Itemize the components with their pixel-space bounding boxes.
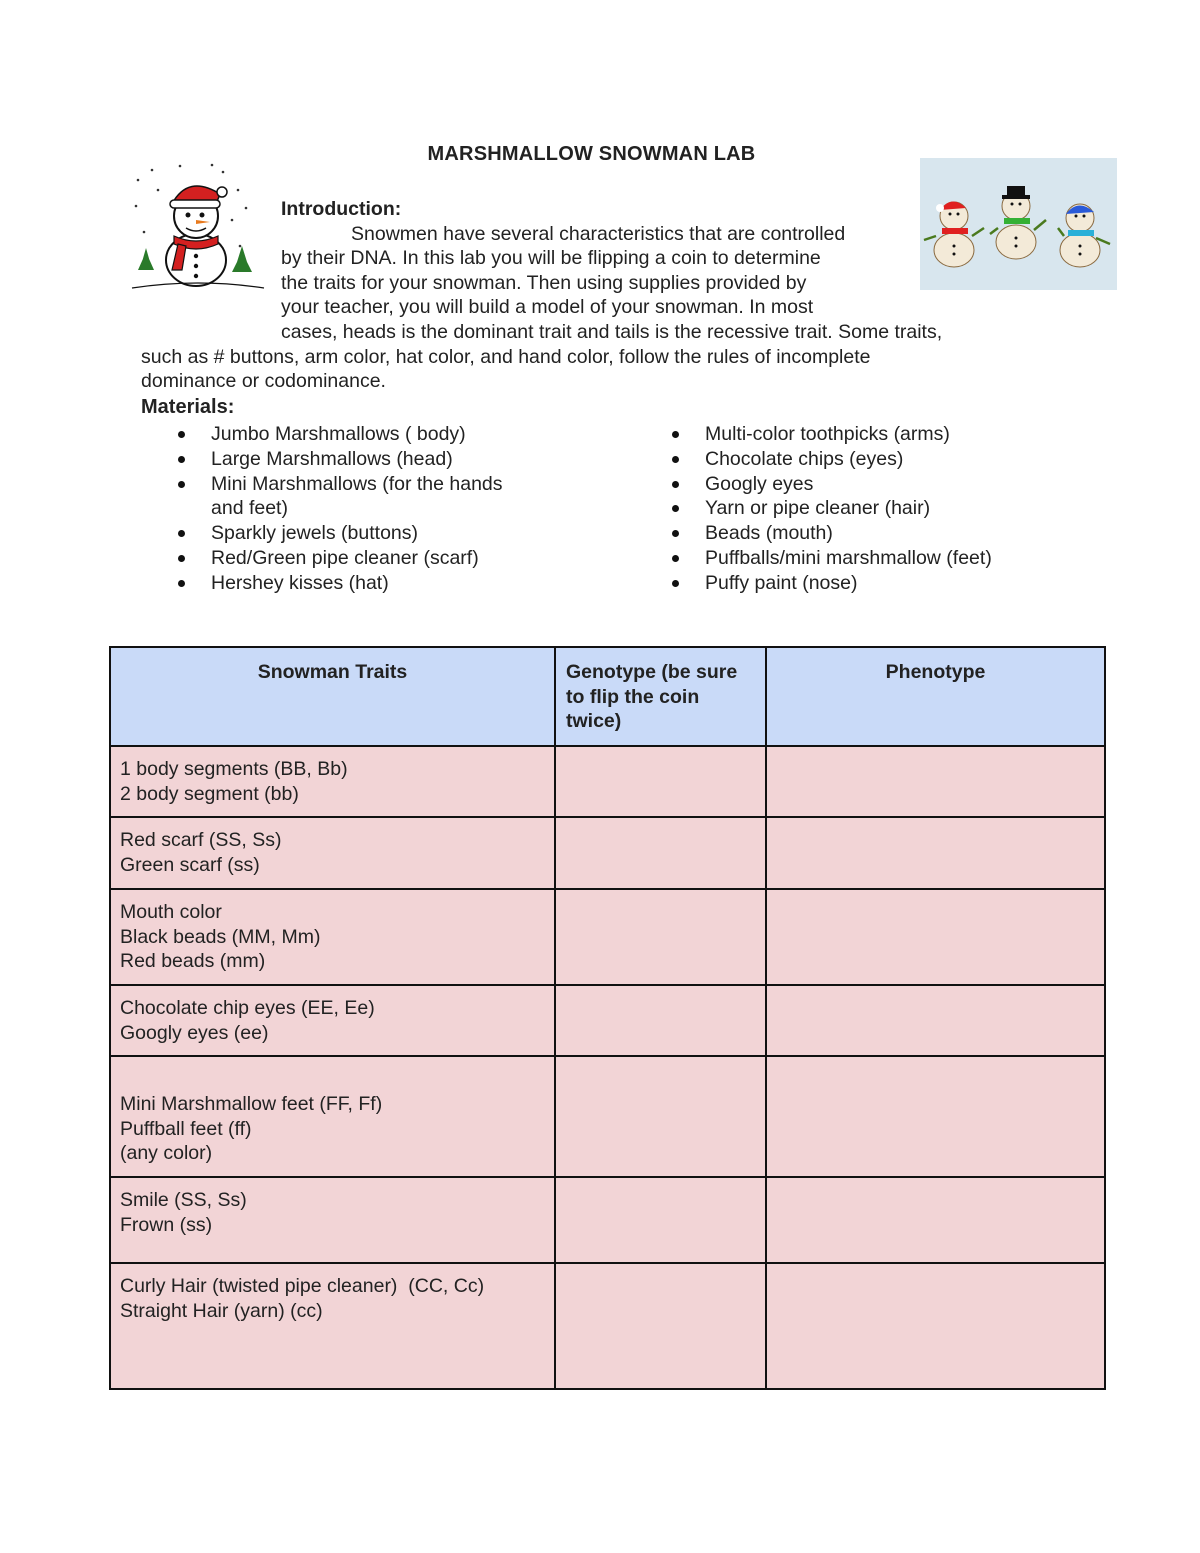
phenotype-input-cell[interactable]	[766, 889, 1105, 985]
table-header-row	[110, 647, 1105, 746]
bullet-icon	[672, 505, 679, 512]
bullet-icon	[178, 555, 185, 562]
trait-line: Black beads (MM, Mm)	[120, 925, 321, 948]
list-item	[177, 447, 537, 472]
material-label: Sparkly jewels (buttons)	[211, 522, 418, 545]
trait-cell	[110, 746, 555, 817]
introduction	[141, 197, 1031, 394]
list-item	[177, 571, 537, 596]
trait-line: (any color)	[120, 1142, 213, 1165]
phenotype-input-cell[interactable]	[766, 1263, 1105, 1389]
trait-cell	[110, 1177, 555, 1263]
table-row	[110, 889, 1105, 985]
bullet-icon	[178, 530, 185, 537]
trait-line: Chocolate chip eyes (EE, Ee)	[120, 997, 375, 1019]
genotype-input-cell[interactable]	[555, 1177, 766, 1263]
material-label: Multi-color toothpicks (arms)	[705, 423, 950, 445]
list-item	[671, 521, 1071, 546]
trait-line: Frown (ss)	[120, 1213, 213, 1236]
material-label: Puffballs/mini marshmallow (feet)	[705, 546, 992, 569]
table-row	[110, 817, 1105, 889]
phenotype-input-cell[interactable]	[766, 1056, 1105, 1177]
genotype-input-cell[interactable]	[555, 746, 766, 817]
table-row	[110, 985, 1105, 1056]
trait-line: Smile (SS, Ss)	[120, 1189, 247, 1211]
materials-heading: Materials:	[141, 396, 235, 418]
phenotype-input-cell[interactable]	[766, 746, 1105, 817]
trait-line: Straight Hair (yarn) (cc)	[120, 1299, 323, 1322]
phenotype-input-cell[interactable]	[766, 1177, 1105, 1263]
list-item	[671, 447, 1071, 472]
column-header-genotype: Genotype (be sure to flip the coin twice)	[555, 647, 766, 746]
bullet-icon	[672, 431, 679, 438]
genotype-input-cell[interactable]	[555, 1263, 766, 1389]
trait-line: 2 body segment (bb)	[120, 782, 299, 805]
list-item	[177, 422, 537, 447]
table-row	[110, 1177, 1105, 1263]
material-label: Beads (mouth)	[705, 522, 833, 545]
list-item	[671, 546, 1071, 571]
list-item	[671, 472, 1071, 497]
intro-line: your teacher, you will build a model of your snowman. In most	[281, 296, 814, 319]
material-label: Googly eyes	[705, 472, 814, 495]
trait-line: Mini Marshmallow feet (FF, Ff)	[120, 1093, 383, 1115]
bullet-icon	[178, 481, 185, 488]
trait-line: Red beads (mm)	[120, 950, 266, 973]
genotype-input-cell[interactable]	[555, 817, 766, 889]
phenotype-input-cell[interactable]	[766, 817, 1105, 889]
genotype-input-cell[interactable]	[555, 985, 766, 1056]
trait-line: Puffball feet (ff)	[120, 1117, 252, 1140]
list-item	[671, 571, 1071, 596]
list-item	[177, 472, 537, 522]
trait-line: Green scarf (ss)	[120, 853, 260, 876]
intro-line: the traits for your snowman. Then using supplies provided by	[281, 271, 807, 294]
column-header-traits: Snowman Traits	[110, 647, 555, 746]
intro-line: cases, heads is the dominant trait and tails is the recessive trait. Some traits,	[281, 320, 943, 343]
genotype-input-cell[interactable]	[555, 889, 766, 985]
trait-line: Googly eyes (ee)	[120, 1021, 269, 1044]
bullet-icon	[178, 580, 185, 587]
table-row	[110, 746, 1105, 817]
genotype-input-cell[interactable]	[555, 1056, 766, 1177]
trait-cell	[110, 1056, 555, 1177]
material-label: Red/Green pipe cleaner (scarf)	[211, 546, 479, 569]
material-label: Puffy paint (nose)	[705, 571, 858, 594]
materials-list-right	[671, 422, 1071, 596]
material-label: Yarn or pipe cleaner (hair)	[705, 497, 931, 520]
trait-line: Curly Hair (twisted pipe cleaner) (CC, Cc)	[120, 1275, 485, 1297]
table-row	[110, 1263, 1105, 1389]
intro-line: such as # buttons, arm color, hat color, and hand color, follow the rules of incomplete	[141, 345, 871, 368]
bullet-icon	[672, 530, 679, 537]
list-item	[671, 422, 1071, 447]
phenotype-input-cell[interactable]	[766, 985, 1105, 1056]
snowman-traits-table	[109, 646, 1106, 1390]
trait-line: Red scarf (SS, Ss)	[120, 829, 282, 851]
trait-line: Mouth color	[120, 901, 222, 923]
bullet-icon	[178, 431, 185, 438]
list-item	[671, 496, 1071, 521]
trait-cell	[110, 817, 555, 889]
intro-line: by their DNA. In this lab you will be flipping a coin to determine	[281, 247, 821, 270]
material-label: Large Marshmallows (head)	[211, 447, 453, 470]
trait-cell	[110, 985, 555, 1056]
material-label: Chocolate chips (eyes)	[705, 447, 904, 470]
list-item	[177, 521, 537, 546]
bullet-icon	[672, 456, 679, 463]
material-label: Jumbo Marshmallows ( body)	[211, 423, 466, 445]
material-label: Hershey kisses (hat)	[211, 571, 389, 594]
intro-line: Snowmen have several characteristics that are controlled	[351, 222, 846, 245]
column-header-phenotype: Phenotype	[766, 647, 1105, 746]
trait-line: 1 body segments (BB, Bb)	[120, 758, 348, 780]
trait-cell	[110, 1263, 555, 1389]
bullet-icon	[672, 481, 679, 488]
intro-heading: Introduction:	[281, 198, 402, 220]
list-item	[177, 546, 537, 571]
materials-list-left	[177, 422, 537, 596]
bullet-icon	[672, 555, 679, 562]
intro-line: dominance or codominance.	[141, 370, 386, 393]
bullet-icon	[178, 456, 185, 463]
page-title: MARSHMALLOW SNOWMAN LAB	[427, 143, 756, 165]
bullet-icon	[672, 580, 679, 587]
trait-cell	[110, 889, 555, 985]
material-label: Mini Marshmallows (for the hands and feet)	[211, 472, 503, 520]
table-row	[110, 1056, 1105, 1177]
